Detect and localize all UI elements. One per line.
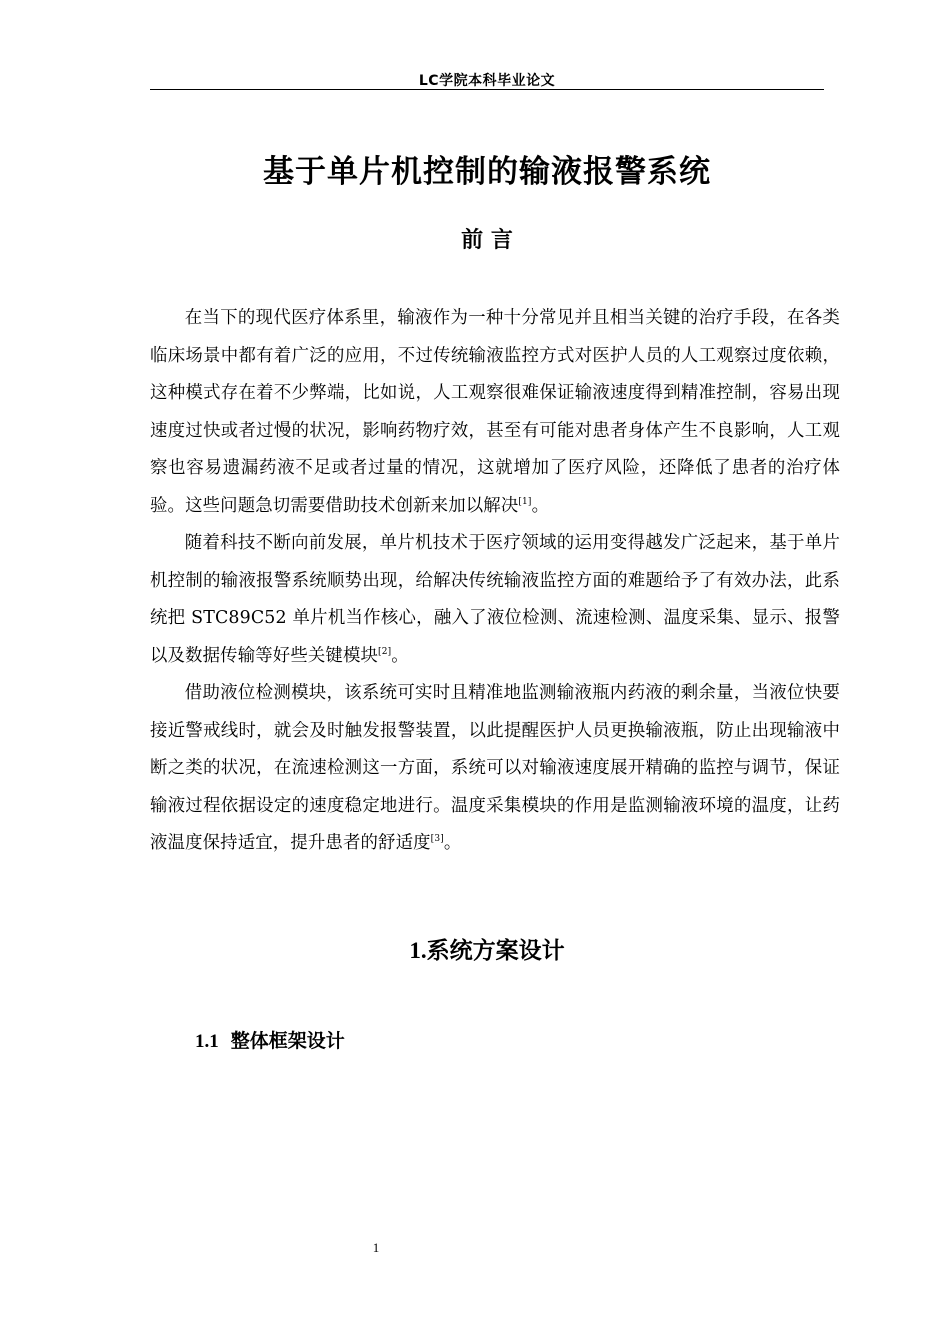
paragraph-text: 在当下的现代医疗体系里，输液作为一种十分常见并且相当关键的治疗手段，在各类临床场景中都有着广泛的应用，不过传统输液监控方式对医护人员的人工观察过度依赖，这种模式存在着不少弊端，比如说，人工观察很难保证输液速度得到精准控制，容易出现速度过快或者过慢的状况，影响药物疗效，甚至有可能对患者身体产生不良影响，人工观察也容易遗漏药液不足或者过量的情况，这就增加了医疗风险，还降低了患者的治疗体验。这些问题急切需要借助技术创新来加以解决 (150, 308, 840, 516)
page-number: 1 (372, 1240, 380, 1255)
section-number: 1. (409, 938, 427, 963)
running-header: LC学院本科毕业论文 (418, 73, 556, 89)
section-title: 系统方案设计 (426, 937, 565, 964)
paragraph (150, 675, 840, 863)
citation: [3] (430, 834, 444, 844)
paragraph-end: 。 (391, 645, 409, 666)
citation: [2] (378, 646, 392, 657)
header-rule (150, 89, 824, 90)
preface-body (150, 300, 840, 863)
paragraph-end: 。 (443, 833, 462, 853)
paragraph (150, 300, 840, 525)
paragraph-text: 借助液位检测模块，该系统可实时且精准地监测输液瓶内药液的剩余量，当液位快要接近警戒线时，就会及时触发报警装置，以此提醒医护人员更换输液瓶，防止出现输液中断之类的状况，在流速检测这一方面，系统可以对输液速度展开精确的监控与调节，保证输液过程依据设定的速度稳定地进行。温度采集模块的作用是监测输液环境的温度，让药液温度保持适宜，提升患者的舒适度 (150, 683, 840, 853)
subsection-heading (195, 1026, 345, 1053)
paragraph-text: 随着科技不断向前发展，单片机技术于医疗领域的运用变得越发广泛起来，基于单片机控制的输液报警系统顺势出现，给解决传统输液监控方面的难题给予了有效办法，此系统把 STC89C52 单片机当作核心，融入了液位检测、流速检测、温度采集、显示、报警以及数据传输等好些关键模块 (150, 533, 840, 666)
citation: [1] (518, 496, 532, 507)
preface-heading: 前 言 (461, 228, 513, 253)
paragraph-end: 。 (531, 495, 550, 516)
section-heading (150, 932, 824, 965)
subsection-title: 整体框架设计 (230, 1030, 345, 1052)
paper-title: 基于单片机控制的输液报警系统 (263, 154, 711, 190)
paragraph (150, 525, 840, 675)
subsection-number: 1.1 (195, 1031, 219, 1052)
